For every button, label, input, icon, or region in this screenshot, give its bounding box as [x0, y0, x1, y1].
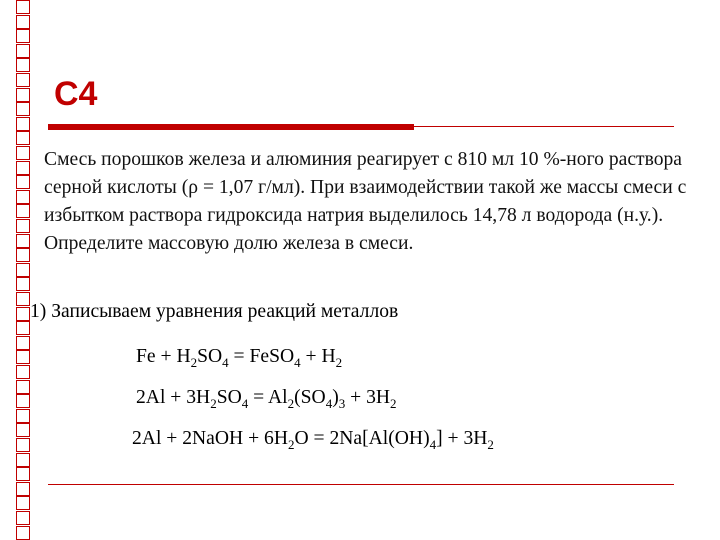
- decorative-square: [16, 307, 30, 321]
- equation-aluminum-sulfuric-acid: $2Al + 3H_2SO_4 = Al_2(SO_4)_3 + 3H_2$: [136, 387, 397, 411]
- bottom-divider-line: [48, 484, 674, 485]
- decorative-square: [16, 29, 30, 43]
- subscript: 2: [487, 437, 494, 452]
- solution-step-1: 1) Записываем уравнения реакций металлов: [30, 301, 399, 322]
- title-underline-line: [414, 126, 674, 127]
- decorative-square: [16, 526, 30, 540]
- decorative-square: [16, 234, 30, 248]
- decorative-square: [16, 44, 30, 58]
- decorative-square: [16, 380, 30, 394]
- subscript: 2: [287, 396, 295, 411]
- decorative-square: [16, 277, 30, 291]
- subscript: 4: [222, 355, 229, 370]
- decorative-square: [16, 204, 30, 218]
- problem-statement: Смесь порошков железа и алюминия реагирует с 810 мл 10 %-ного раствора серной кислоты (ρ = 1,07 г/мл). При взаимодействии такой же массы смеси с избытком раствора гидроксида натрия выделилось 14,78 л водорода (н.у.). Определите массовую долю железа в смеси.: [44, 149, 687, 254]
- decorative-square: [16, 131, 30, 145]
- decorative-square: [16, 438, 30, 452]
- decorative-square: [16, 117, 30, 131]
- decorative-square: [16, 102, 30, 116]
- subscript: 4: [241, 396, 249, 411]
- equation-aluminum-sodium-hydroxide: 2Al + 2NaOH + $6H_2O = 2Na[Al(OH)_4] + 3H_2$: [132, 428, 494, 452]
- subscript: 4: [429, 437, 437, 452]
- subscript: 2: [210, 396, 217, 411]
- decorative-square: [16, 175, 30, 189]
- decorative-square: [16, 365, 30, 379]
- subscript: 4: [325, 396, 333, 411]
- decorative-square: [16, 146, 30, 160]
- decorative-square: [16, 263, 30, 277]
- decorative-square: [16, 15, 30, 29]
- subscript: 4: [294, 355, 301, 370]
- subscript: 2: [287, 437, 295, 452]
- subscript: 2: [335, 355, 343, 370]
- decorative-square: [16, 292, 30, 306]
- subscript: 3: [338, 396, 346, 411]
- decorative-square: [16, 423, 30, 437]
- decorative-square: [16, 496, 30, 510]
- decorative-square: [16, 190, 30, 204]
- decorative-square: [16, 336, 30, 350]
- equation-iron-sulfuric-acid: $Fe + H_2SO_4$ = FeSO$_4$ + $H_2$: [136, 346, 343, 370]
- decorative-square: [16, 161, 30, 175]
- subscript: 2: [390, 396, 397, 411]
- decorative-square: [16, 453, 30, 467]
- decorative-square: [16, 58, 30, 72]
- decorative-square: [16, 409, 30, 423]
- subscript: 2: [190, 355, 198, 370]
- decorative-square: [16, 482, 30, 496]
- slide-title: С4: [54, 75, 98, 113]
- decorative-square: [16, 248, 30, 262]
- decorative-square: [16, 394, 30, 408]
- title-underline-bar: [48, 124, 414, 130]
- decorative-square: [16, 467, 30, 481]
- decorative-square: [16, 0, 30, 14]
- decorative-square: [16, 219, 30, 233]
- decorative-square: [16, 321, 30, 335]
- decorative-square: [16, 88, 30, 102]
- decorative-square: [16, 73, 30, 87]
- decorative-square: [16, 511, 30, 525]
- decorative-square: [16, 350, 30, 364]
